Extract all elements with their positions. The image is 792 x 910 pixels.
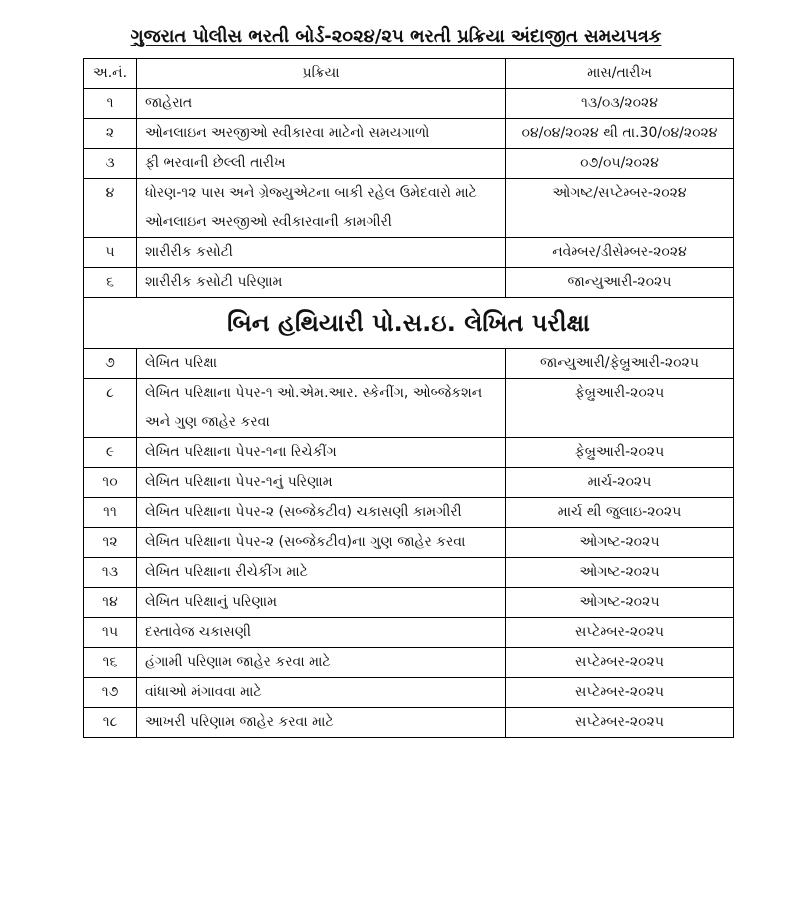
row-date: સપ્ટેમ્બર-૨૦૨૫ [506, 708, 734, 738]
row-process: શારીરીક કસોટી પરિણામ [137, 268, 506, 298]
row-process: લેખિત પરિક્ષાના પેપર-૧ના રિચેકીંગ [137, 438, 506, 468]
row-number: ૧૬ [84, 648, 137, 678]
table-row [84, 149, 734, 179]
row-date: ૦૪/૦૪/૨૦૨૪ થી તા.30/૦૪/૨૦૨૪ [506, 119, 734, 149]
row-number: ૮ [84, 379, 137, 438]
table-body-part1 [84, 89, 734, 298]
row-date: ફેબ્રુઆરી-૨૦૨૫ [506, 379, 734, 438]
table-row [84, 349, 734, 379]
table-row [84, 528, 734, 558]
table-row [84, 379, 734, 438]
row-number: ૧ [84, 89, 137, 119]
table-row [84, 438, 734, 468]
section-heading: બિન હથિયારી પો.સ.ઇ. લેખિત પરીક્ષા [84, 298, 734, 349]
header-process: પ્રક્રિયા [137, 59, 506, 89]
row-number: ૪ [84, 179, 137, 238]
row-number: ૧૪ [84, 588, 137, 618]
section-heading-row [84, 298, 734, 349]
header-no: અ.નં. [84, 59, 137, 89]
row-number: ૧૦ [84, 468, 137, 498]
table-row [84, 648, 734, 678]
row-process: ફી ભરવાની છેલ્લી તારીખ [137, 149, 506, 179]
row-process: ઓનલાઇન અરજીઓ સ્વીકારવા માટેનો સમયગાળો [137, 119, 506, 149]
row-date: ઓગષ્ટ-૨૦૨૫ [506, 528, 734, 558]
row-process: લેખિત પરિક્ષાના પેપર-૧ ઓ.એમ.આર. સ્કેનીંગ, ઓબ્જેકશન અને ગુણ જાહેર કરવા [137, 379, 506, 438]
title-text: ગુજરાત પોલીસ ભરતી બોર્ડ-૨૦૨૪/૨૫ ભરતી પ્રક્રિયા અંદાજીત સમયપત્રક [130, 26, 662, 47]
row-date: ઓગષ્ટ/સપ્ટેમ્બર-૨૦૨૪ [506, 179, 734, 238]
table-row [84, 238, 734, 268]
row-process: લેખિત પરિક્ષાના રીચેકીંગ માટે [137, 558, 506, 588]
table-row [84, 268, 734, 298]
row-process: જાહેરાત [137, 89, 506, 119]
row-process: લેખિત પરિક્ષાના પેપર-૨ (સબ્જેકટીવ) ચકાસણી કામગીરી [137, 498, 506, 528]
table-row [84, 618, 734, 648]
row-number: ૫ [84, 238, 137, 268]
page-title [0, 26, 792, 47]
row-process: લેખિત પરિક્ષા [137, 349, 506, 379]
row-number: ૧૩ [84, 558, 137, 588]
row-date: ૦૭/૦૫/૨૦૨૪ [506, 149, 734, 179]
row-number: ૧૨ [84, 528, 137, 558]
row-date: ફેબ્રુઆરી-૨૦૨૫ [506, 438, 734, 468]
row-number: ૧૭ [84, 678, 137, 708]
row-process: લેખિત પરિક્ષાના પેપર-૨ (સબ્જેકટીવ)ના ગુણ જાહેર કરવા [137, 528, 506, 558]
table-header-row [84, 59, 734, 89]
table-row [84, 468, 734, 498]
row-date: જાન્યુઆરી/ફેબ્રુઆરી-૨૦૨૫ [506, 349, 734, 379]
table-row [84, 179, 734, 238]
row-date: ૧૩/૦૩/૨૦૨૪ [506, 89, 734, 119]
row-date: માર્ચ-૨૦૨૫ [506, 468, 734, 498]
row-process: ધોરણ-૧૨ પાસ અને ગ્રેજ્યુએટના બાકી રહેલ ઉમેદવારો માટે ઓનલાઇન અરજીઓ સ્વીકારવાની કામગીરી [137, 179, 506, 238]
row-process: લેખિત પરિક્ષાના પેપર-૧નું પરિણામ [137, 468, 506, 498]
row-date: જાન્યુઆરી-૨૦૨૫ [506, 268, 734, 298]
row-process: લેખિત પરિક્ષાનું પરિણામ [137, 588, 506, 618]
table-row [84, 498, 734, 528]
section-row-group [84, 298, 734, 349]
row-process: હંગામી પરિણામ જાહેર કરવા માટે [137, 648, 506, 678]
row-number: ૧૫ [84, 618, 137, 648]
row-number: ૧૧ [84, 498, 137, 528]
row-date: સપ્ટેમ્બર-૨૦૨૫ [506, 648, 734, 678]
schedule-table [83, 58, 734, 738]
row-number: ૧૮ [84, 708, 137, 738]
table-body-part2 [84, 349, 734, 738]
row-process: આખરી પરિણામ જાહેર કરવા માટે [137, 708, 506, 738]
row-date: સપ્ટેમ્બર-૨૦૨૫ [506, 678, 734, 708]
row-date: માર્ચ થી જુલાઇ-૨૦૨૫ [506, 498, 734, 528]
table-row [84, 89, 734, 119]
row-date: નવેમ્બર/ડીસેમ્બર-૨૦૨૪ [506, 238, 734, 268]
row-date: ઓગષ્ટ-૨૦૨૫ [506, 558, 734, 588]
header-date: માસ/તારીખ [506, 59, 734, 89]
row-process: દસ્તાવેજ ચકાસણી [137, 618, 506, 648]
table-row [84, 708, 734, 738]
table-row [84, 558, 734, 588]
row-process: વાંધાઓ મંગાવવા માટે [137, 678, 506, 708]
row-number: ૨ [84, 119, 137, 149]
row-date: સપ્ટેમ્બર-૨૦૨૫ [506, 618, 734, 648]
table-row [84, 119, 734, 149]
row-process: શારીરીક કસોટી [137, 238, 506, 268]
table-row [84, 678, 734, 708]
row-number: ૯ [84, 438, 137, 468]
row-number: ૩ [84, 149, 137, 179]
row-date: ઓગષ્ટ-૨૦૨૫ [506, 588, 734, 618]
row-number: ૬ [84, 268, 137, 298]
table-row [84, 588, 734, 618]
row-number: ૭ [84, 349, 137, 379]
